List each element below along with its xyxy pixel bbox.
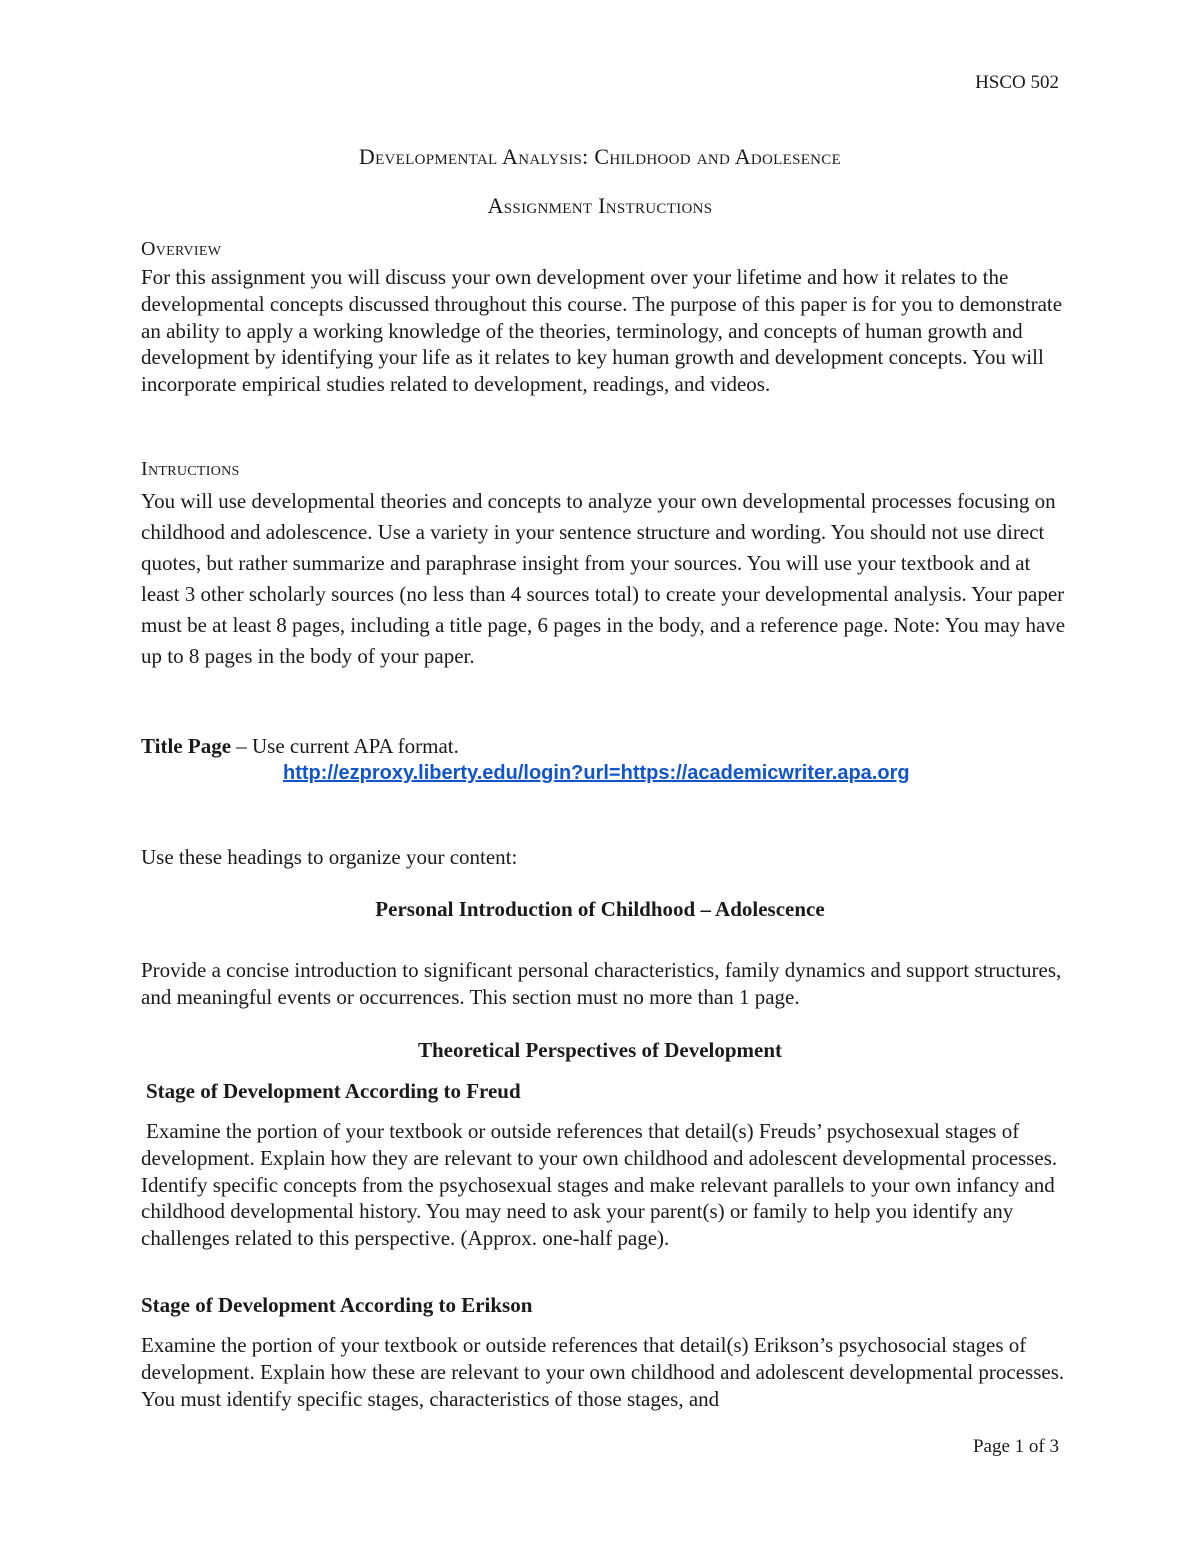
instructions-label: Intructions: [141, 458, 240, 480]
personal-intro-text: Provide a concise introduction to significant personal characteristics, family dynamics and support structures, and meaningful events or occurrences. This section must no more than 1 page.: [141, 958, 1062, 1009]
title-page-text: – Use current APA format.: [231, 734, 459, 758]
instructions-text: You will use developmental theories and concepts to analyze your own developmental processes focusing on childhood and adolescence. Use a variety in your sentence structure and wording. You should not use direct quotes, but rather summarize and paraphrase insight from your sources. You will use your textbook and at least 3 other scholarly sources (no less than 4 sources total) to create your developmental analysis. Your paper must be at least 8 pages, including a title page, 6 pages in the body, and a reference page. Note: You may have up to 8 pages in the body of your paper.: [141, 489, 1066, 668]
title-page-line: [141, 734, 459, 759]
overview-label: Overview: [141, 238, 222, 260]
apa-link-line: [283, 760, 910, 785]
headings-intro: Use these headings to organize your content:: [141, 845, 518, 869]
freud-text: Examine the portion of your textbook or outside references that detail(s) Freuds’ psychosexual stages of development. Explain how they are relevant to your own childhood and adolescent developmental processes. Identify specific concepts from the psychosexual stages and make relevant parallels to your own infancy and childhood developmental history. You may need to ask your parent(s) or family to help you identify any challenges related to this perspective. (Approx. one-half page).: [141, 1119, 1058, 1251]
course-code-header: HSCO 502: [975, 72, 1059, 93]
document-title: Developmental Analysis: Childhood and Adolesence: [358, 144, 842, 169]
overview-text: For this assignment you will discuss your own development over your lifetime and how it relates to the developmental concepts discussed throughout this course. The purpose of this paper is for you to demonstrate an ability to apply a working knowledge of the theories, terminology, and concepts of human growth and development by identifying your life as it relates to key human growth and development concepts. You will incorporate empirical studies related to development, readings, and videos.: [141, 265, 1063, 397]
title-page-label: Title Page: [141, 734, 232, 758]
apa-academic-writer-link[interactable]: http://ezproxy.liberty.edu/login?url=https://academicwriter.apa.org: [283, 762, 910, 784]
erikson-heading: Stage of Development According to Erikson: [141, 1293, 533, 1317]
document-subtitle: Assignment Instructions: [487, 193, 713, 218]
theoretical-perspectives-heading: Theoretical Perspectives of Development: [417, 1038, 783, 1062]
erikson-text: Examine the portion of your textbook or outside references that detail(s) Erikson’s psychosocial stages of development. Explain how these are relevant to your own childhood and adolescent developmental processes. You must identify specific stages, characteristics of those stages, and: [141, 1333, 1065, 1411]
page-number-footer: Page 1 of 3: [972, 1436, 1059, 1457]
personal-intro-heading: Personal Introduction of Childhood – Adolescence: [375, 897, 825, 921]
freud-heading: Stage of Development According to Freud: [146, 1079, 521, 1103]
